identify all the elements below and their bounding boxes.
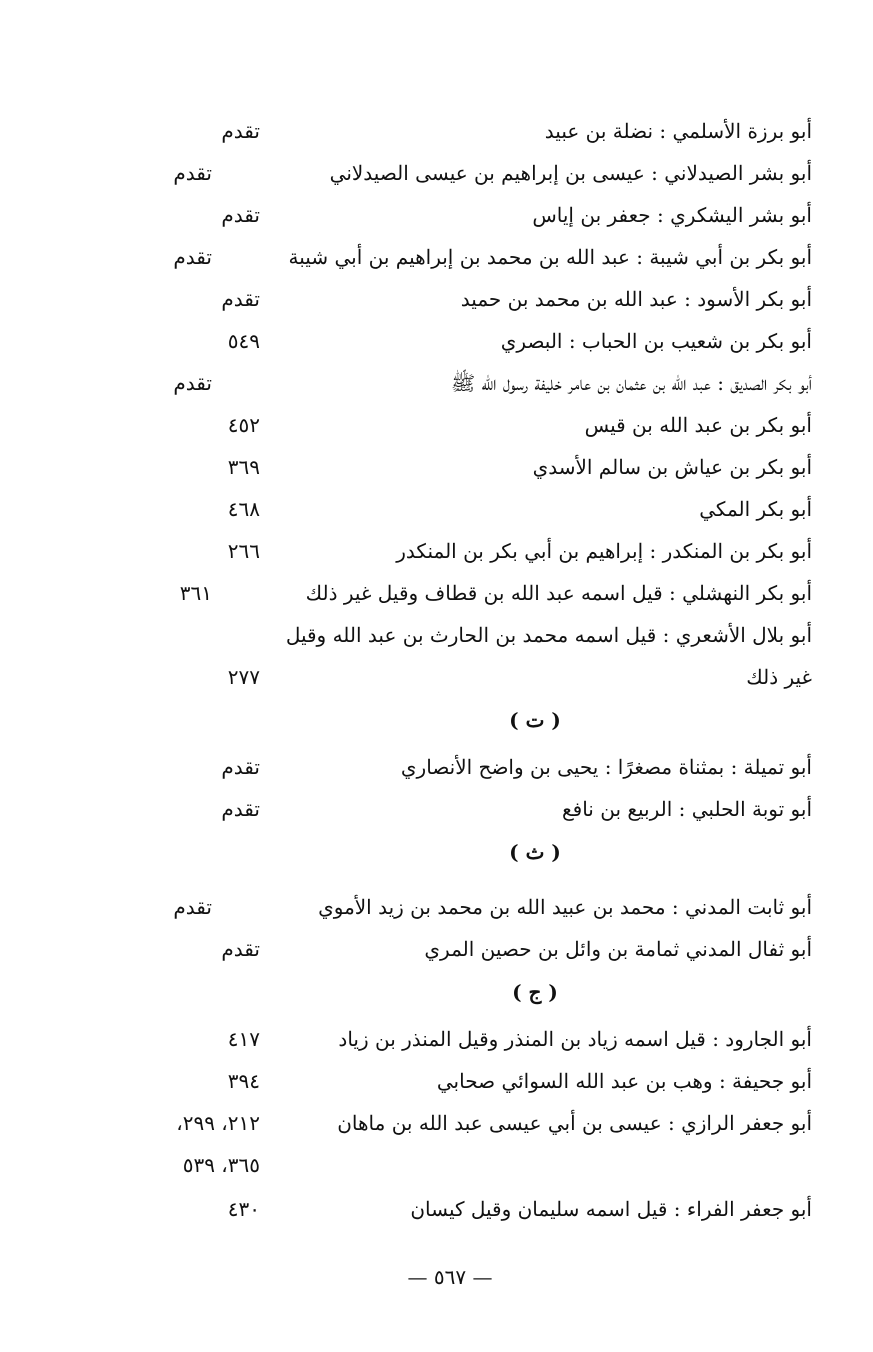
- entry-name: أبو ثفال المدني ثمامة بن وائل بن حصين المري: [424, 937, 812, 961]
- index-entry: [100, 446, 812, 488]
- entry-page-ref: ٥٤٩: [227, 329, 260, 353]
- index-entry: [100, 788, 812, 830]
- entry-page-ref: تقدم: [173, 245, 212, 269]
- entry-page-ref: ٣٦١: [179, 581, 212, 605]
- entry-name: أبو ثابت المدني : محمد بن عبيد الله بن محمد بن زيد الأموي: [318, 895, 812, 919]
- entry-name: أبو بكر بن شعيب بن الحباب : البصري: [500, 329, 812, 353]
- entry-page-ref: تقدم: [173, 895, 212, 919]
- entry-name: أبو بكر المكي: [699, 497, 812, 521]
- index-entry: [100, 278, 812, 320]
- index-entry: [100, 362, 812, 404]
- entry-page-ref: ٣٦٥، ٥٣٩: [182, 1153, 260, 1177]
- entry-name: أبو برزة الأسلمي : نضلة بن عبيد: [544, 119, 812, 143]
- section-heading-tha: ( ث ): [509, 840, 561, 864]
- entry-name: أبو جعفر الفراء : قيل اسمه سليمان وقيل كيسان: [410, 1197, 812, 1221]
- entry-name: أبو بكر الأسود : عبد الله بن محمد بن حميد: [460, 287, 812, 311]
- index-entry: [100, 1188, 812, 1230]
- index-entry: [100, 236, 812, 278]
- entry-name: أبو تميلة : بمثناة مصغرًا : يحيى بن واضح الأنصاري: [400, 755, 812, 779]
- entry-name: أبو الجارود : قيل اسمه زياد بن المنذر وقيل المنذر بن زياد: [338, 1027, 812, 1051]
- index-entry: [100, 1102, 812, 1144]
- entry-page-ref: ٤١٧: [227, 1027, 260, 1051]
- index-entry: [100, 572, 812, 614]
- entry-name: غير ذلك: [746, 665, 812, 689]
- entry-name: أبو بكر بن عبد الله بن قيس: [584, 413, 812, 437]
- section-heading-jim: ( ج ): [512, 980, 558, 1004]
- entry-page-ref: تقدم: [221, 203, 260, 227]
- index-entry: [100, 320, 812, 362]
- entry-page-ref: ٣٩٤: [227, 1069, 260, 1093]
- entry-page-ref: ٤٥٢: [227, 413, 260, 437]
- index-entry: [100, 1018, 812, 1060]
- index-entry: [100, 404, 812, 446]
- entry-page-ref: تقدم: [221, 797, 260, 821]
- entry-name: أبو بكر بن أبي شيبة : عبد الله بن محمد بن إبراهيم بن أبي شيبة: [288, 245, 812, 269]
- index-entry: [100, 530, 812, 572]
- index-entry: [100, 1060, 812, 1102]
- entry-page-ref: تقدم: [221, 287, 260, 311]
- index-entry: [100, 746, 812, 788]
- entry-name: أبو بكر الصديق : عبد الله بن عثمان بن عامر خليفة رسول الله ﷺ: [451, 371, 812, 395]
- entry-name: أبو توبة الحلبي : الربيع بن نافع: [562, 797, 812, 821]
- index-entry: [100, 110, 812, 152]
- entry-page-ref: تقدم: [173, 371, 212, 395]
- index-entry: [100, 928, 812, 970]
- index-entry: [100, 152, 812, 194]
- entry-page-ref: ٢١٢، ٢٩٩،: [176, 1111, 260, 1135]
- page-number: — ٥٦٧ —: [407, 1265, 493, 1289]
- entry-page-ref: ٤٦٨: [227, 497, 260, 521]
- entry-page-ref: ٢٦٦: [227, 539, 260, 563]
- index-entry: [100, 488, 812, 530]
- entry-page-ref: ٤٣٠: [227, 1197, 260, 1221]
- entry-name: أبو بشر الصيدلاني : عيسى بن إبراهيم بن عيسى الصيدلاني: [329, 161, 812, 185]
- entry-name: أبو بشر اليشكري : جعفر بن إياس: [532, 203, 812, 227]
- entry-page-ref: تقدم: [173, 161, 212, 185]
- entry-page-ref: تقدم: [221, 937, 260, 961]
- section-heading-ta: ( ت ): [509, 708, 561, 732]
- index-entry: [100, 194, 812, 236]
- index-entry-continuation: [100, 1144, 812, 1186]
- entry-name: أبو بلال الأشعري : قيل اسمه محمد بن الحارث بن عبد الله وقيل: [285, 623, 812, 647]
- entry-name: أبو بكر بن المنكدر : إبراهيم بن أبي بكر بن المنكدر: [396, 539, 812, 563]
- entry-page-ref: ٢٧٧: [227, 665, 260, 689]
- entry-name: أبو جحيفة : وهب بن عبد الله السوائي صحابي: [436, 1069, 812, 1093]
- index-entry: [100, 886, 812, 928]
- index-entry: [100, 614, 812, 656]
- entry-page-ref: تقدم: [221, 119, 260, 143]
- entry-name: أبو بكر بن عياش بن سالم الأسدي: [532, 455, 812, 479]
- entry-name: أبو بكر النهشلي : قيل اسمه عبد الله بن قطاف وقيل غير ذلك: [305, 581, 812, 605]
- entry-page-ref: تقدم: [221, 755, 260, 779]
- entry-page-ref: ٣٦٩: [227, 455, 260, 479]
- index-entry-continuation: [100, 656, 812, 698]
- entry-name: أبو جعفر الرازي : عيسى بن أبي عيسى عبد الله بن ماهان: [337, 1111, 812, 1135]
